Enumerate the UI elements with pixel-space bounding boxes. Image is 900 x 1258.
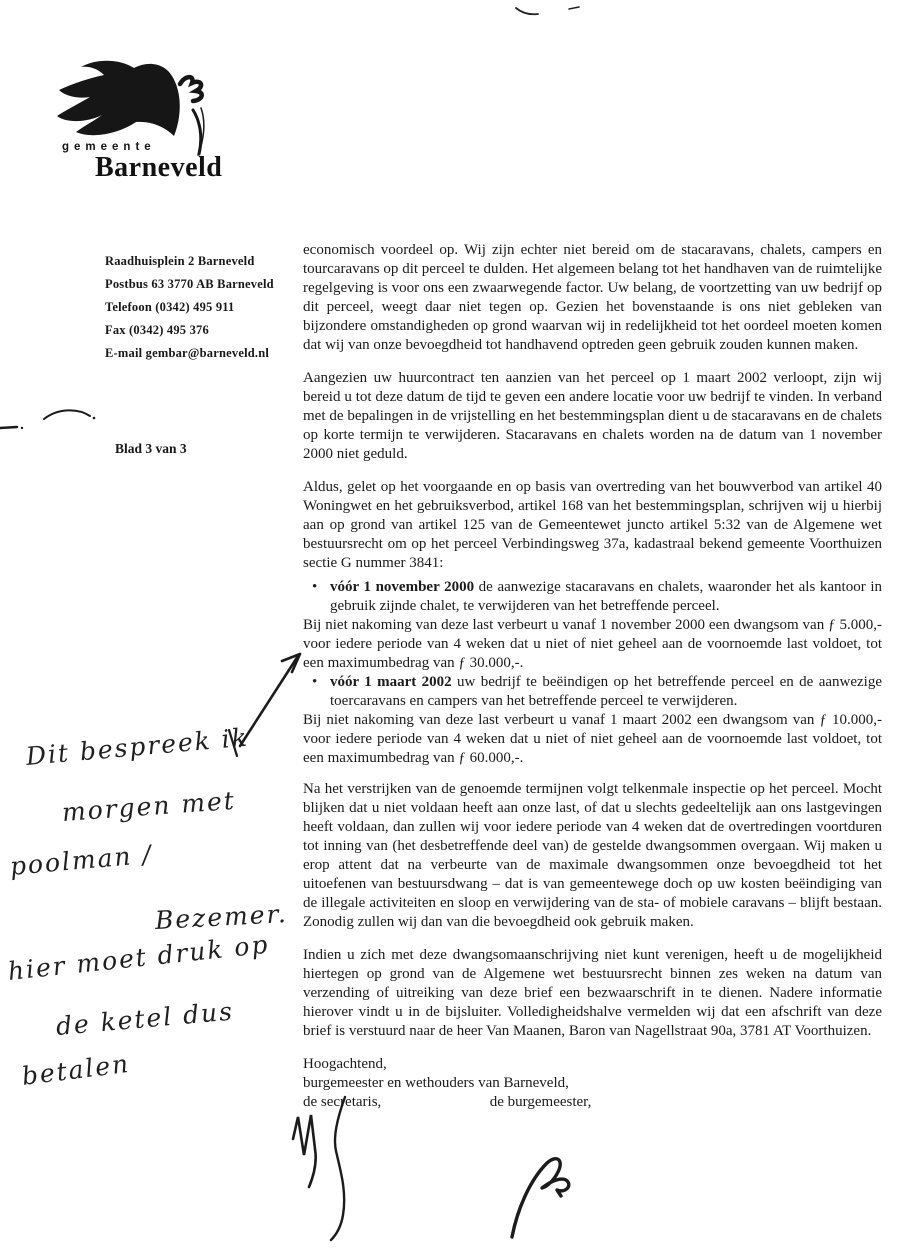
handwritten-note-line: de ketel dus xyxy=(54,996,236,1041)
order-item-november-2000 xyxy=(303,578,882,616)
annotation-arrow-icon xyxy=(224,630,320,762)
handwritten-note-line: betalen xyxy=(20,1048,132,1091)
sender-postbus-line: Postbus 63 3770 AB Barneveld xyxy=(105,277,274,291)
closing-secretary-label: de secretaris, xyxy=(303,1094,382,1110)
handwritten-note-line: Dit bespreek ik xyxy=(24,722,250,771)
closing-mayor-label: de burgemeester, xyxy=(489,1094,592,1110)
order-deadline-1: vóór 1 november 2000 xyxy=(330,579,475,595)
penalty-clause-2: Bij niet nakoming van deze last verbeurt u vanaf 1 maart 2002 een dwangsom van ƒ 10.000,- voor iedere periode van 4 weken dat u niet of niet geheel aan de voornoemde last voldoet, tot een maximumbedrag van ƒ 60.000,-. xyxy=(303,712,882,766)
paragraph-aanschrijving: Aldus, gelet op het voorgaande en op basis van overtreding van het bouwverbod van artikel 40 Woningwet en het gebruiksverbod, artikel 168 van het bestemmingsplan, schrijven wij u hierbij aan op grond van artikel 125 van de Gemeentewet juncto artikel 5:32 van de Algemene wet bestuursrecht om op het perceel Verbindingsweg 37a, kadastraal bekend gemeente Voorthuizen sectie G nummer 3841: xyxy=(303,479,882,571)
closing-signature-row xyxy=(303,1093,882,1112)
secretary-signature xyxy=(283,1093,378,1243)
handwritten-note-line: Bezemer. xyxy=(154,899,289,935)
order-text-2: uw bedrijf te beëindigen op het betreffende perceel en de aanwezige toercaravans en campers van het betreffende perceel te verwijderen. xyxy=(330,674,882,709)
scan-artifact-mark xyxy=(567,3,581,13)
scan-artifact-dash xyxy=(0,424,26,432)
sender-address-block xyxy=(105,250,274,365)
order-text-1: de aanwezige stacaravans en chalets, waaronder het als kantoor in gebruik zijnde chalet, te verwijderen van het betreffende perceel. xyxy=(330,579,882,614)
letter-body xyxy=(303,241,882,1112)
handwritten-note-line: poolman / xyxy=(8,839,154,881)
page-indicator: Blad 3 van 3 xyxy=(115,441,187,456)
mayor-signature xyxy=(498,1153,578,1245)
paragraph-inspectie: Na het verstrijken van de genoemde termijnen volgt telkenmale inspectie op het perceel. Mocht blijken dat u niet voldaan heeft aan onze last, of dat u slechts gedeeltelijk aan ons lastgevingen heeft voldaan, dan zullen wij voor iedere periode van 4 weken dat de overtredingen voortduren tot inning van (het desbetreffende deel van) de gestelde dwangsommen overgaan. Wij maken u erop attent dat na verbeurte van de maximale dwangsommen onze bevoegdheid tot het uitoefenen van bestuursdwang – dat is van gemeentewege doch op uw kosten beëindiging van de illegale activiteiten en sloop en verwijdering van de sta- of mobiele caravans – blijft bestaan. Zonodig zullen wij dan van die bevoegdheid ook gebruik maken. xyxy=(303,781,882,930)
scan-artifact-curve xyxy=(42,405,96,423)
scan-artifact-mark xyxy=(514,5,540,17)
handwritten-note-line: hier moet druk op xyxy=(6,929,271,986)
sender-fax-line: Fax (0342) 495 376 xyxy=(105,323,209,337)
bullet-icon: • xyxy=(312,579,318,595)
paragraph-bezwaar: Indien u zich met deze dwangsomaanschrijving niet kunt verenigen, heeft u de mogelijkheid hiertegen op grond van de Algemene wet bestuursrecht binnen zes weken na datum van verzending of uitreiking van deze brief een bezwaarschrift in te dienen. Nadere informatie hierover vindt u in de bijsluiter. Volledigheidshalve vermelden wij dat een afschrift van deze brief is verstuurd naar de heer Van Maanen, Baron van Nagellstraat 90a, 3781 AT Voorthuizen. xyxy=(303,947,882,1039)
handwritten-note-line: morgen met xyxy=(60,785,237,827)
logo-municipality-name: Barneveld xyxy=(95,152,223,183)
paragraph-huurcontract: Aangezien uw huurcontract ten aanzien van het perceel op 1 maart 2002 verloopt, zijn wij bereid u tot deze datum de tijd te geven een andere locatie voor uw bedrijf te vinden. In verband met de bepalingen in de vrijstelling en het bestemmingsplan dient u de stacaravans en de chalets op korte termijn te verwijderen. Stacaravans en chalets worden na de datum van 1 november 2000 niet geduld. xyxy=(303,370,882,462)
closing-salutation: Hoogachtend, xyxy=(303,1056,387,1072)
sender-email-line: E-mail gembar@barneveld.nl xyxy=(105,346,270,360)
closing-college-line: burgemeester en wethouders van Barneveld, xyxy=(303,1075,569,1091)
penalty-clause-1: Bij niet nakoming van deze last verbeurt u vanaf 1 november 2000 een dwangsom van ƒ 5.000,- voor iedere periode van 4 weken dat u niet of niet geheel aan de voornoemde last voldoet, tot een maximumbedrag van ƒ 30.000,-. xyxy=(303,617,882,671)
paragraph-economisch-voordeel: economisch voordeel op. Wij zijn echter niet bereid om de stacaravans, chalets, campers en tourcaravans op dit perceel te dulden. Het algemeen belang tot het handhaven van de ruimtelijke regelgeving is voor ons een zwaarwegende factor. Uw belang, de voortzetting van uw bedrijf op dit perceel, weegt daar niet tegen op. Gezien het bovenstaande is ons niet gebleken van bijzondere omstandigheden op grond waarvan wij in redelijkheid tot het oordeel moeten komen dat wij van onze bevoegdheid tot handhavend optreden geen gebruik zouden kunnen maken. xyxy=(303,242,882,353)
order-item-maart-2002 xyxy=(303,673,882,711)
order-deadline-2: vóór 1 maart 2002 xyxy=(330,674,452,690)
bullet-icon: • xyxy=(312,674,318,690)
logo-gemeente-text: gemeente xyxy=(62,141,156,153)
closing-block xyxy=(303,1055,882,1112)
sender-phone-line: Telefoon (0342) 495 911 xyxy=(105,300,235,314)
sender-street-line: Raadhuisplein 2 Barneveld xyxy=(105,254,255,268)
